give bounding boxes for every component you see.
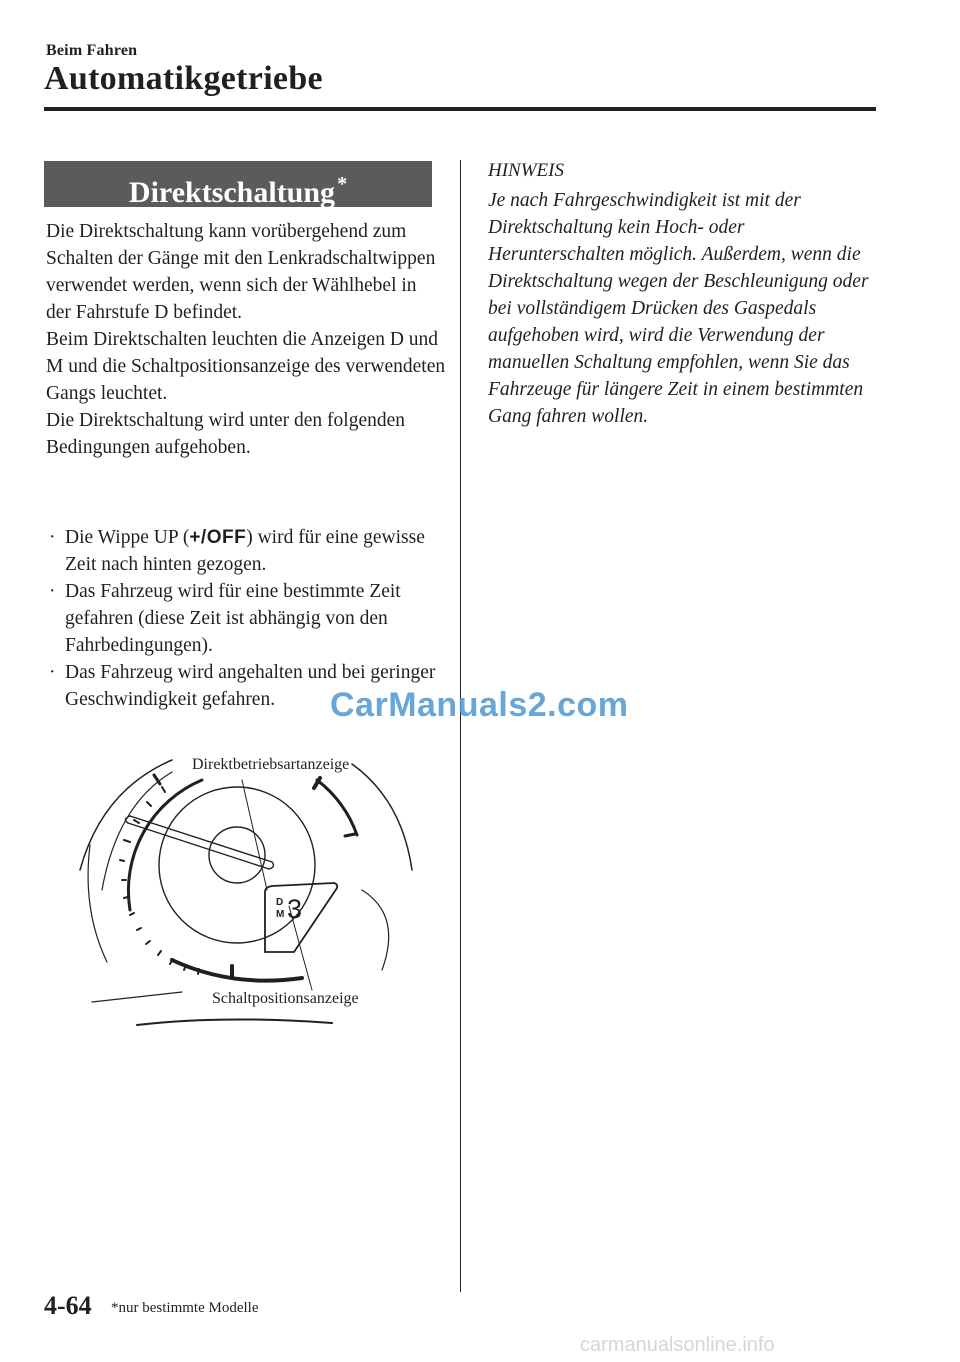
banner-title: Direktschaltung <box>128 176 336 209</box>
page-number: 4-64 <box>44 1291 92 1320</box>
list-item-text: Das Fahrzeug wird für eine bestimmte Zeit gefahren (diese Zeit ist abhängig von den Fahrbedingungen). <box>65 581 401 656</box>
banner-asterisk: * <box>337 173 348 195</box>
list-item-text: Das Fahrzeug wird angehalten und bei geringer Geschwindigkeit gefahren. <box>65 662 436 710</box>
note-text: Je nach Fahrgeschwindigkeit ist mit der Direktschaltung kein Hoch- oder Herunterschalten möglich. Außerdem, wenn die Direktschaltung wegen der Beschleunigung oder bei vollständigem Drücken des Gaspedals aufgehoben wird, wird die Verwendung der manuellen Schaltung empfohlen, wenn Sie das Fahrzeuge für längere Zeit in einem bestimmten Gang fahren wollen. <box>488 190 869 427</box>
instrument-cluster-figure <box>62 740 442 1040</box>
list-item <box>46 578 456 659</box>
list-item-text-before: Die Wippe UP ( <box>65 527 190 548</box>
column-divider <box>460 160 461 1292</box>
paddle-up-symbol-icon: +/OFF <box>189 527 247 548</box>
bullet-dot: · <box>49 581 56 602</box>
topic-banner <box>44 161 432 207</box>
section-title: Automatikgetriebe <box>44 60 323 97</box>
footnote: *nur bestimmte Modelle <box>111 1300 259 1316</box>
overlay-watermark: CarManuals2.com <box>330 686 629 724</box>
list-item-text-after: ) wird für eine gewisse Zeit nach hinten gezogen. <box>65 527 425 575</box>
label-direct-mode-indicator: Direktbetriebsartanzeige <box>192 756 350 773</box>
bullet-dot: · <box>49 662 56 683</box>
paragraph-1: Die Direktschaltung kann vorübergehend zum Schalten der Gänge mit den Lenkradschaltwippen verwendet werden, wenn sich der Wählhebel in der Fahrstufe D befindet. <box>46 221 436 323</box>
note-heading: HINWEIS <box>488 160 564 181</box>
chapter-label: Beim Fahren <box>46 42 138 59</box>
display-letter-m: M <box>276 909 285 920</box>
list-item <box>46 524 456 578</box>
intro-text <box>46 218 446 461</box>
header-rule <box>44 107 876 111</box>
paragraph-2: Beim Direktschalten leuchten die Anzeigen D und M und die Schaltpositionsanzeige des verwendeten Gangs leuchtet. <box>46 329 446 404</box>
display-letter-d: D <box>276 897 284 908</box>
display-gear-number: 3 <box>287 894 303 924</box>
footer-watermark: carmanualsonline.info <box>580 1334 775 1356</box>
paragraph-3: Die Direktschaltung wird unter den folgenden Bedingungen aufgehoben. <box>46 410 406 458</box>
condition-list <box>46 524 456 713</box>
bullet-dot: · <box>49 527 56 548</box>
label-gear-position-indicator: Schaltpositionsanzeige <box>212 990 359 1007</box>
